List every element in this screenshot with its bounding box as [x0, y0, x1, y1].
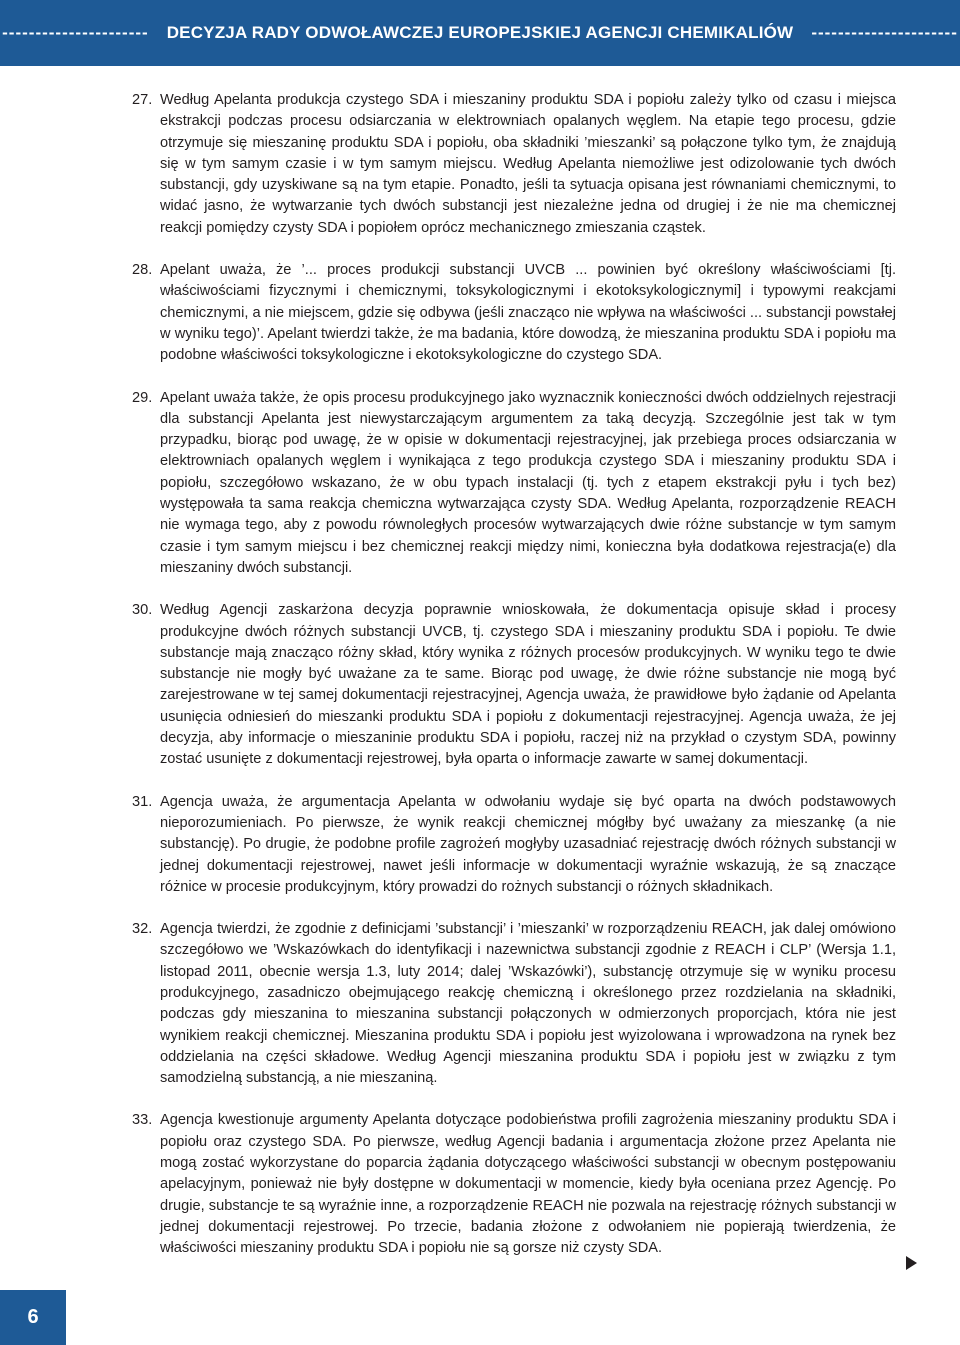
paragraph-text: Agencja kwestionuje argumenty Apelanta dotyczące podobieństwa profili zagrożenia mieszaniny produktu SDA i popiołu oraz czystego SDA. Po pierwsze, według Agencji badania i argumentacja złożone przez Apelanta nie mogą zostać wykorzystane do poparcia żądania dotyczącego właściwości substancji w obecnym postępowaniu apelacyjnym, ponieważ nie były dostępne w dokumentacji w momencie, kiedy była oceniana przez Agencję. Po drugie, substancje te są wyraźnie inne, a rozporządzenie REACH nie pozwala na rejestrację różnych substancji w jednej dokumentacji rejestrowej. Po trzecie, badania złożone z odwołaniem nie popierają twierdzenia, że właściwości mieszaniny produktu SDA i popiołu nie są gorsze niż czysty SDA. — [160, 1112, 896, 1257]
header-title: DECYZJA RADY ODWOŁAWCZEJ EUROPEJSKIEJ AGENCJI CHEMIKALIÓW — [166, 23, 794, 42]
paragraph-text: Według Apelanta produkcja czystego SDA i mieszaniny produktu SDA i popiołu zależy tylko od czasu i miejsca ekstrakcji podczas procesu odsiarczania w elektrowniach opalanych węglem. Na etapie tego procesu, gdzie otrzymuje się mieszaninę produktu SDA i popiołu, oba składniki ’mieszanki’ są połączone tylko tym, że znajdują się w tym samym czasie i w tym samym miejscu. Według Apelanta niemożliwe jest odizolowanie tych dwóch substancji, gdy uzyskiwane są na tym etapie. Ponadto, jeśli ta sytuacja opisana jest równaniami chemicznymi, to widać jasno, że wytwarzanie tych dwóch substancji jest niezależne jedna od drugiej i że nie ma chemicznej reakcji pomiędzy czysty SDA i popiołem oprócz mechanicznego zmieszania cząstek. — [160, 92, 896, 236]
paragraph-number: 29. — [132, 389, 153, 406]
paragraph-31 — [132, 792, 896, 898]
paragraph-32 — [132, 919, 896, 1089]
paragraph-number: 28. — [132, 262, 153, 279]
running-header — [0, 0, 960, 66]
header-dashes-right: ---------------------- — [811, 23, 958, 42]
document-body — [132, 90, 896, 1260]
paragraph-number: 32. — [132, 921, 153, 938]
play-arrow-icon — [906, 1256, 917, 1270]
page-number: 6 — [27, 1306, 39, 1328]
paragraph-30 — [132, 600, 896, 770]
paragraph-number: 27. — [132, 92, 153, 108]
paragraph-27 — [132, 90, 896, 239]
paragraph-text: Agencja twierdzi, że zgodnie z definicjami ’substancji’ i ’mieszanki’ w rozporządzeniu REACH, jak dalej omówiono szczegółowo we ’Wskazówkach do identyfikacji i nazewnictwa substancji zgodnie z REACH i CLP’ (Wersja 1.1, listopad 2011, obecnie wersja 1.3, luty 2014; dalej ’Wskazówki’), substancję otrzymuje się w wyniku procesu produkcyjnego, zasadniczo obejmującego reakcję chemiczną i określonego przez rozdzielania na składniki, podczas gdy mieszanina to mieszanina substancji połączonych w odmierzonych proporcjach, która nie jest wynikiem reakcji chemicznej. Mieszanina produktu SDA i popiołu jest wyizolowana i wprowadzona na rynek bez oddzielania na części składowe. Według Agencji mieszanina produktu SDA i popiołu jest w związku z tym samodzielną substancją, a nie mieszaniną. — [160, 921, 896, 1087]
page-number-tab — [0, 1290, 66, 1345]
header-dashes-left: ---------------------- — [2, 23, 149, 42]
paragraph-number: 33. — [132, 1112, 153, 1129]
paragraph-text: Apelant uważa także, że opis procesu produkcyjnego jako wyznacznik konieczności dwóch oddzielnych rejestracji dla substancji Apelanta jest niewystarczającym argumentem za taką decyzją. Szczególnie jest tak w tym przypadku, biorąc pod uwagę, że w opisie w dokumentacji rejestracyjnej, jak przebiega proces odsiarczania w elektrowniach opalanych węglem i wynikająca z tego produkcja czystego SDA i mieszaniny produktu SDA i popiołu, szczegółowo wskazano, że w obu typach instalacji (tj. tych z etapem ekstrakcji pyłu i tych bez) występowała ta sama reakcja chemiczna wytwarzająca czysty SDA. Według Apelanta, rozporządzenie REACH nie wymaga tego, aby z powodu równoległych procesów wytwarzających dwie różne substancje w tym samym czasie i tym samym miejscu i bez chemicznej reakcji między nimi, konieczna była dodatkowa rejestracja(e) dla mieszaniny dwóch substancji. — [160, 389, 896, 576]
paragraph-number: 31. — [132, 793, 153, 810]
paragraph-number: 30. — [132, 602, 153, 619]
paragraph-29 — [132, 388, 896, 580]
paragraph-33 — [132, 1110, 896, 1259]
paragraph-text: Apelant uważa, że ’... proces produkcji substancji UVCB ... powinien być określony właściwościami [tj. właściwościami fizycznymi i chemicznymi, toksykologicznymi i ekotoksykologicznymi] i typowymi reakcjami chemicznymi, a nie miejscem, gdzie się odbywa (jeśli znacząco nie wpływa na właściwości ... substancji powstałej w wyniku tego)’. Apelant twierdzi także, że ma badania, które dowodzą, że mieszanina produktu SDA i popiołu ma podobne właściwości toksykologiczne i ekotoksykologiczne do czystego SDA. — [160, 262, 896, 364]
paragraph-text: Agencja uważa, że argumentacja Apelanta w odwołaniu wydaje się być oparta na dwóch podstawowych nieporozumieniach. Po pierwsze, że wynik reakcji chemicznej mógłby być uważany za mieszankę (a nie substancję). Po drugie, że podobne profile zagrożeń mogłyby uzasadniać rejestrację dwóch różnych substancji w jednej dokumentacji rejestrowej, nawet jeśli informacje w dokumentacji wyraźnie wskazują, że są znaczące różnice w procesie produkcyjnym, który prowadzi do rożnych substancji o różnych składnikach. — [160, 793, 896, 895]
paragraph-text: Według Agencji zaskarżona decyzja poprawnie wnioskowała, że dokumentacja opisuje skład i procesy produkcyjne dwóch różnych substancji UVCB, tj. czystego SDA i mieszaniny produktu SDA i popiołu. Te dwie substancje mają znacząco różny skład, który wynika z różnych procesów produkcyjnych. W wyniku tego te dwie substancje nie mogły być uważane za te same. Biorąc pod uwagę, że dwie różne substancje nie mogą być zarejestrowane w tej samej dokumentacji rejestracyjnej, Agencja uważa, że prawidłowe było żądanie od Apelanta usunięcia odniesień do mieszanki produktu SDA i popiołu z dokumentacji rejestracyjnej. Agencja uważa, że jej decyzja, aby informacje o mieszaninie produktu SDA i popiołu, raczej niż na przykład o czystym SDA, powinny zostać usunięte z dokumentacji rejestrowej, była oparta o informacje zawarte w samej dokumentacji. — [160, 602, 896, 768]
paragraph-28 — [132, 260, 896, 366]
